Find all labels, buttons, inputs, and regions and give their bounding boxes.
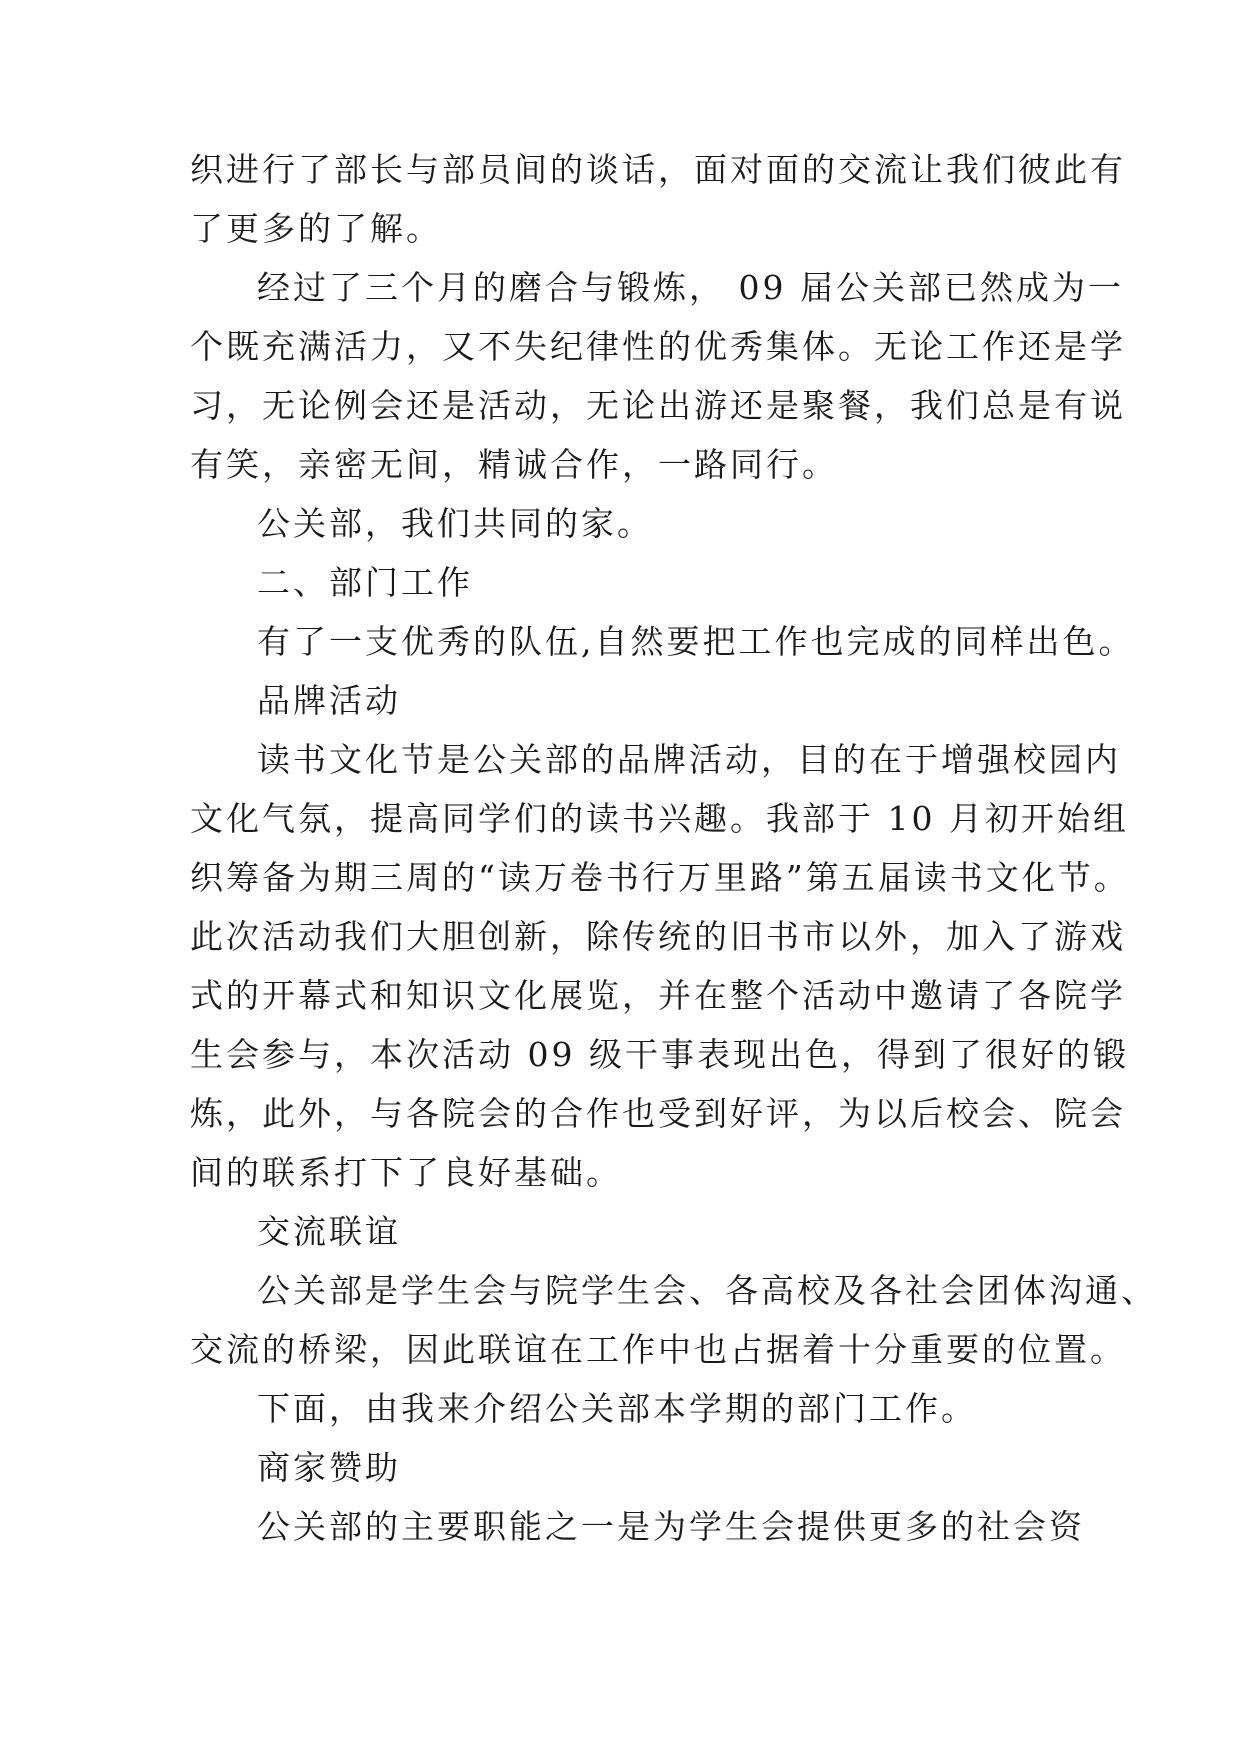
paragraph-start: 公关部是学生会与院学生会、各高校及各社会团体沟通、 [257,1271,1157,1310]
text-line: 交流的桥梁，因此联谊在工作中也占据着十分重要的位置。 [190,1330,1126,1369]
paragraph-start: 读书文化节是公关部的品牌活动，目的在于增强校园内 [257,740,1121,779]
section-heading: 二、部门工作 [257,563,473,602]
paragraph-start: 有了一支优秀的队伍,自然要把工作也完成的同样出色。 [257,622,1135,661]
subsection-heading: 商家赞助 [257,1448,401,1487]
text-line: 式的开幕式和知识文化展览，并在整个活动中邀请了各院学 [190,976,1126,1015]
text-line: 文化气氛，提高同学们的读书兴趣。我部于 10 月初开始组 [190,799,1129,838]
subsection-heading: 品牌活动 [257,681,401,720]
text-line: 有笑，亲密无间，精诚合作，一路同行。 [190,445,838,484]
paragraph-start: 经过了三个月的磨合与锻炼， 09 届公关部已然成为一 [257,268,1124,307]
text-line: 了更多的了解。 [190,209,442,248]
text-line: 习，无论例会还是活动，无论出游还是聚餐，我们总是有说 [190,386,1126,425]
paragraph-start: 公关部的主要职能之一是为学生会提供更多的社会资 [257,1507,1085,1546]
text-line: 织进行了部长与部员间的谈话，面对面的交流让我们彼此有 [190,150,1126,189]
text-line: 织筹备为期三周的“读万卷书行万里路”第五届读书文化节。 [190,858,1130,897]
text-line: 间的联系打下了良好基础。 [190,1153,622,1192]
paragraph-start: 公关部，我们共同的家。 [257,504,653,543]
subsection-heading: 交流联谊 [257,1212,401,1251]
text-line: 个既充满活力，又不失纪律性的优秀集体。无论工作还是学 [190,327,1126,366]
text-line: 炼，此外，与各院会的合作也受到好评，为以后校会、院会 [190,1094,1126,1133]
paragraph-start: 下面，由我来介绍公关部本学期的部门工作。 [257,1389,977,1428]
text-line: 生会参与，本次活动 09 级干事表现出色，得到了很好的锻 [190,1035,1129,1074]
text-line: 此次活动我们大胆创新，除传统的旧书市以外，加入了游戏 [190,917,1126,956]
